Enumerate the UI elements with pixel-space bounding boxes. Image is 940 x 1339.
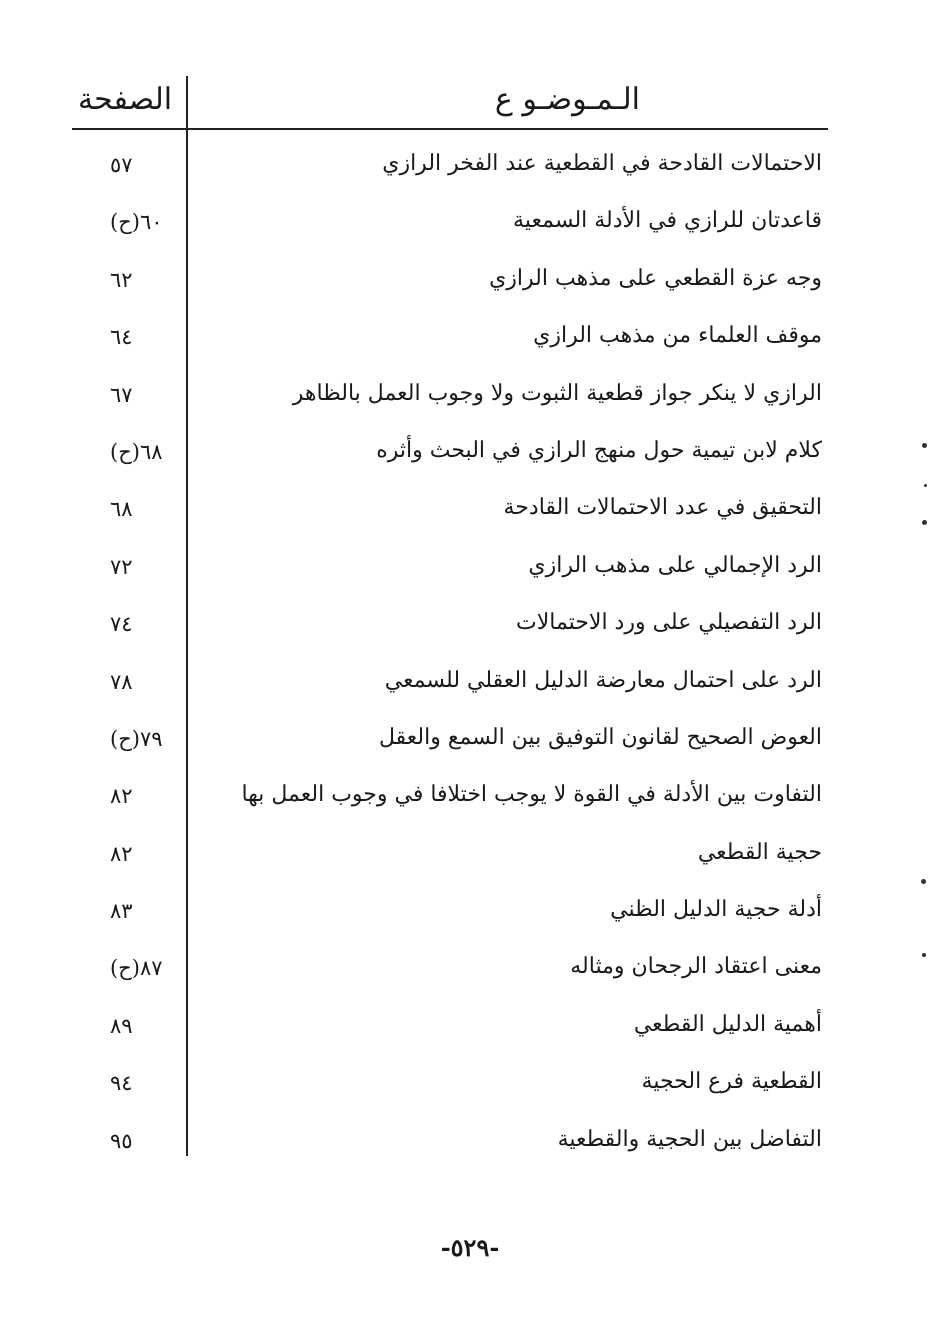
toc-topic: الرد التفصيلي على ورد الاحتمالات: [515, 610, 822, 636]
toc-page-number: ٨٢: [110, 841, 133, 866]
toc-topic: التحقيق في عدد الاحتمالات القادحة: [503, 495, 822, 521]
toc-row: [60, 652, 828, 709]
toc-topic: حجية القطعي: [697, 839, 822, 865]
toc-row: [60, 422, 828, 479]
toc-topic: أهمية الدليل القطعي: [633, 1011, 822, 1037]
toc-topic: التفاوت بين الأدلة في القوة لا يوجب اختلافا في وجوب العمل بها: [241, 782, 822, 808]
toc-page-number: ٨٢: [110, 784, 133, 809]
toc-topic: موقف العلماء من مذهب الرازي: [533, 323, 822, 349]
scan-speck: [922, 520, 927, 525]
scan-speck: [922, 953, 926, 957]
scan-speck: [922, 443, 927, 448]
toc-row: [60, 594, 828, 651]
toc-row: [60, 709, 828, 766]
toc-topic: الرد على احتمال معارضة الدليل العقلي للسمعي: [384, 667, 822, 693]
toc-page-number: ٩٥: [110, 1128, 133, 1153]
toc-topic: العوض الصحيح لقانون التوفيق بين السمع والعقل: [378, 724, 822, 750]
toc-row: [60, 996, 828, 1053]
toc-list: [60, 135, 828, 1168]
toc-page-number: ٨٧(ح): [110, 956, 163, 981]
toc-row: [60, 881, 828, 938]
toc-page-number: ٦٨(ح): [110, 439, 163, 464]
toc-page-number: ٦٧: [110, 382, 133, 407]
toc-row: [60, 365, 828, 422]
toc-row: [60, 537, 828, 594]
toc-row: [60, 938, 828, 995]
toc-topic: معنى اعتقاد الرجحان ومثاله: [570, 954, 822, 980]
toc-page-number: ٦٤: [110, 325, 133, 350]
toc-page-number: ٧٨: [110, 669, 133, 694]
subject-column-header: الـمـوضـو ع: [494, 82, 640, 117]
toc-page-number: ٧٤: [110, 612, 133, 637]
toc-page-number: ٥٧: [110, 153, 133, 177]
toc-row: [60, 766, 828, 823]
toc-row: [60, 1053, 828, 1110]
scan-speck: [921, 879, 926, 884]
toc-topic: وجه عزة القطعي على مذهب الرازي: [489, 265, 822, 291]
toc-page-number: ٧٩(ح): [110, 726, 163, 751]
page-number-footer: -٥٢٩-: [440, 1233, 500, 1262]
toc-row: [60, 479, 828, 536]
toc-topic: الرد الإجمالي على مذهب الرازي: [528, 552, 822, 578]
toc-page-number: ٨٣: [110, 899, 133, 924]
toc-page-number: ٨٩: [110, 1013, 133, 1038]
scan-speck: [924, 484, 927, 487]
toc-topic: كلام لابن تيمية حول منهج الرازي في البحث وأثره: [376, 437, 822, 463]
toc-topic: أدلة حجية الدليل الظني: [610, 897, 822, 923]
page-column-header: الصفحة: [78, 82, 173, 117]
toc-topic: التفاضل بين الحجية والقطعية: [557, 1126, 822, 1152]
toc-row: [60, 307, 828, 364]
toc-row: [60, 1111, 828, 1168]
toc-row: [60, 192, 828, 249]
toc-page-number: ٧٢: [110, 554, 133, 579]
toc-page-number: ٩٤: [110, 1071, 133, 1096]
toc-row: [60, 824, 828, 881]
toc-topic: الرازي لا ينكر جواز قطعية الثبوت ولا وجوب العمل بالظاهر: [292, 380, 822, 406]
toc-topic: الاحتمالات القادحة في القطعية عند الفخر الرازي: [382, 151, 822, 176]
toc-page-number: ٦٢: [110, 267, 133, 292]
toc-row: [60, 250, 828, 307]
toc-row: [60, 135, 828, 192]
toc-topic: القطعية فرع الحجية: [641, 1069, 822, 1095]
toc-page-number: ٦٨: [110, 497, 133, 522]
toc-topic: قاعدتان للرازي في الأدلة السمعية: [513, 208, 822, 234]
toc-page-number: ٦٠(ح): [110, 210, 163, 235]
